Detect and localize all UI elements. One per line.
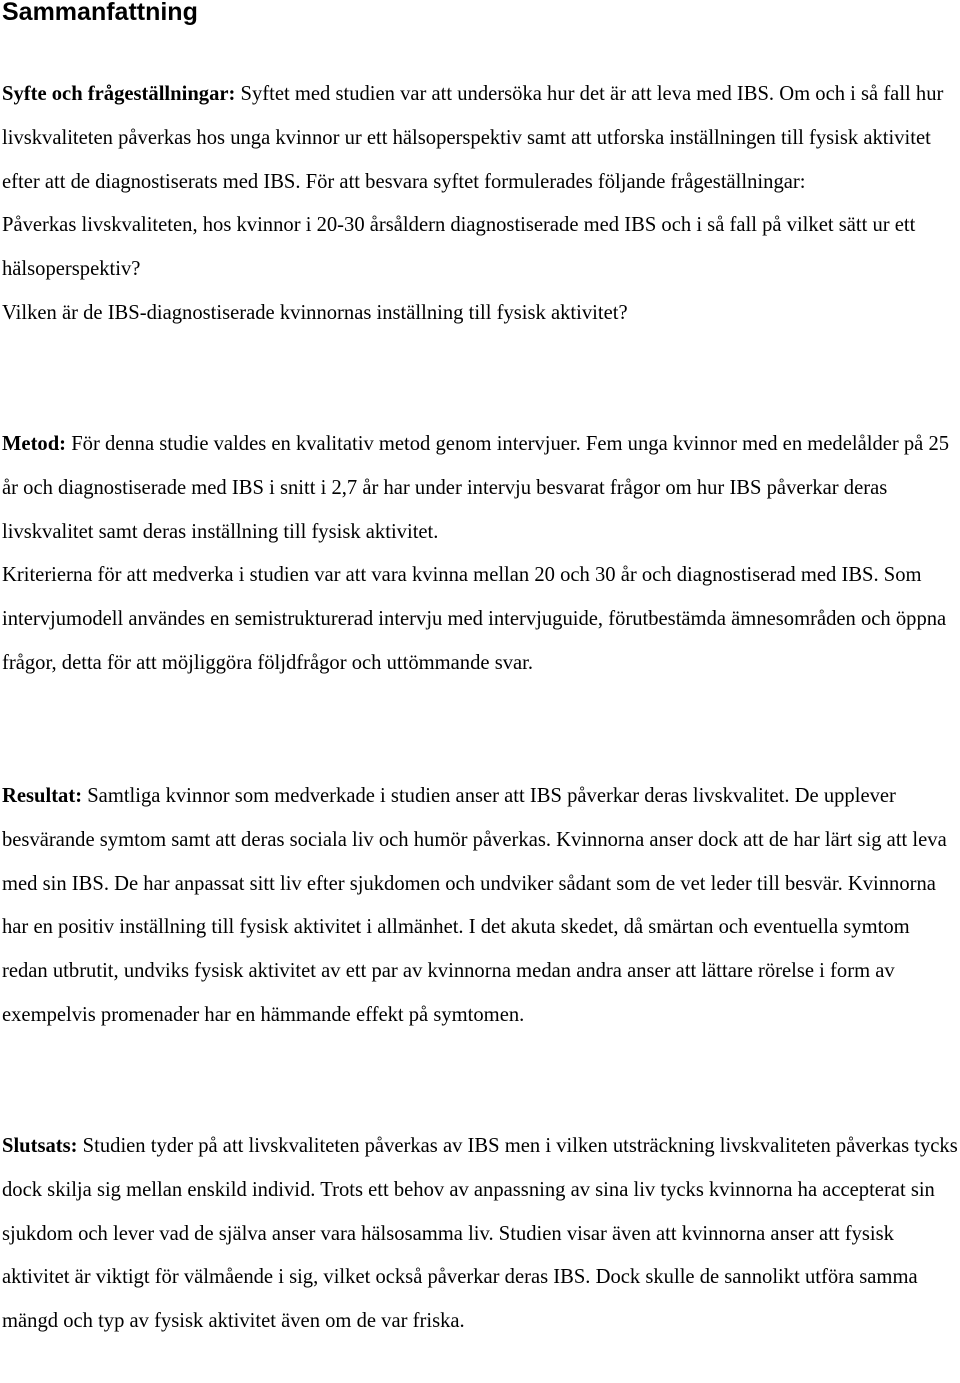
slutsats-paragraph <box>2 1125 960 1344</box>
section-resultat <box>2 775 960 1038</box>
slutsats-body: Studien tyder på att livskvaliteten påverkas av IBS men i vilken utsträckning livskvaliteten påverkas tycks dock skilja sig mellan enskild individ. Trots ett behov av anpassning av sina liv tycks kvinnorna ha accepterat sin sjukdom och lever vad de själva anser vara hälsosamma liv. Studien visar även att kvinnorna anser att fysisk aktivitet är viktigt för välmående i sig, vilket också påverkar deras IBS. Dock skulle de sannolikt utföra samma mängd och typ av fysisk aktivitet även om de var friska. <box>2 1135 958 1333</box>
resultat-paragraph <box>2 775 960 1038</box>
resultat-label: Resultat: <box>2 785 83 807</box>
question-2: Vilken är de IBS-diagnostiserade kvinnornas inställning till fysisk aktivitet? <box>2 301 628 324</box>
syfte-label: Syfte och frågeställningar: <box>2 83 236 105</box>
section-slutsats <box>2 1125 960 1344</box>
metod-body: För denna studie valdes en kvalitativ metod genom intervjuer. Fem unga kvinnor med en medelålder på 25 år och diagnostiserade med IBS i snitt i 2,7 år har under intervju besvarat frågor om hur IBS påverkar deras livskvalitet samt deras inställning till fysisk aktivitet. <box>2 433 950 543</box>
metod-paragraph-2: Kriterierna för att medverka i studien var att vara kvinna mellan 20 och 30 år och diagnostiserad med IBS. Som intervjumodell användes en semistrukturerad intervju med intervjuguide, förutbestämda ämnesområden och öppna frågor, detta för att möjliggöra följdfrågor och uttömmande svar. <box>2 564 947 674</box>
section-metod <box>2 423 960 686</box>
slutsats-label: Slutsats: <box>2 1135 78 1157</box>
metod-paragraph <box>2 423 960 554</box>
page-title: Sammanfattning <box>2 0 198 26</box>
question-1: Påverkas livskvaliteten, hos kvinnor i 20-30 årsåldern diagnostiserade med IBS och i så fall på vilket sätt ur ett hälsoperspektiv? <box>2 214 916 281</box>
resultat-body: Samtliga kvinnor som medverkade i studien anser att IBS påverkar deras livskvalitet. De upplever besvärande symtom samt att deras sociala liv och humör påverkas. Kvinnorna anser dock att de har lärt sig att leva med sin IBS. De har anpassat sitt liv efter sjukdomen och undviker sådant som de vet leder till besvär. Kvinnorna har en positiv inställning till fysisk aktivitet i allmänhet. I det akuta skedet, då smärtan och eventuella symtom redan utbrutit, undviks fysisk aktivitet av ett par av kvinnorna medan andra anser att lättare rörelse i form av exempelvis promenader har en hämmande effekt på symtomen. <box>2 785 947 1026</box>
syfte-paragraph <box>2 73 960 204</box>
syfte-body: Syftet med studien var att undersöka hur det är att leva med IBS. Om och i så fall hur livskvaliteten påverkas hos unga kvinnor ur ett hälsoperspektiv samt att utforska inställningen till fysisk aktivitet efter att de diagnostiserats med IBS. För att besvara syftet formulerades följande frågeställningar: <box>2 83 944 193</box>
section-syfte <box>2 73 960 336</box>
metod-label: Metod: <box>2 433 67 455</box>
